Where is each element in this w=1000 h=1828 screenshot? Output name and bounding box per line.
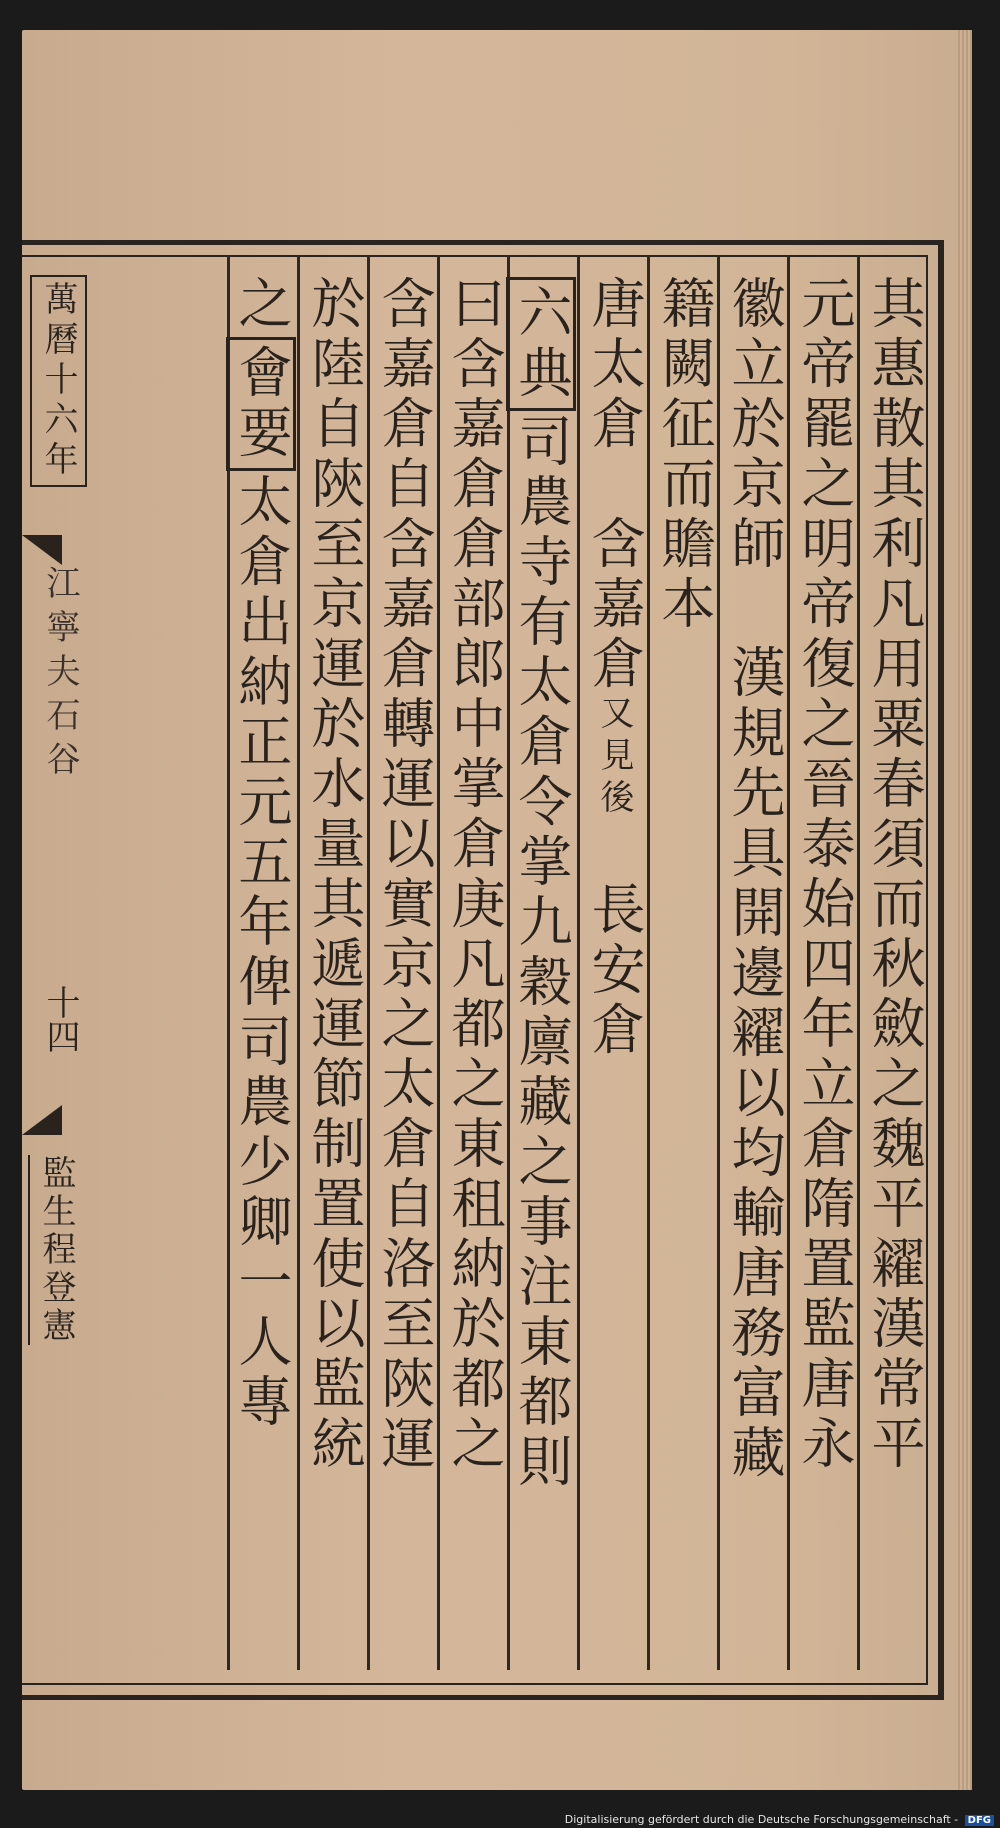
text-column: [722, 275, 786, 1484]
text-segment: 籍闕征而贍本: [653, 275, 716, 635]
text-segment: 魏平糴漢常平: [863, 1115, 926, 1475]
interlinear-note: 又見後: [594, 695, 634, 821]
boxed-source-label: 六典: [506, 277, 576, 411]
text-segment: 含嘉倉自含嘉倉轉運以實京之太倉自洛至陝運: [373, 275, 436, 1475]
margin-title: 萬曆十六年: [30, 275, 87, 487]
column-rule: [857, 255, 860, 1670]
text-segment: 長安倉: [583, 821, 646, 1061]
dfg-logo: DFG: [965, 1815, 994, 1826]
text-segment: 元帝罷之明帝復之晉泰始四年立倉隋置監唐永: [793, 275, 856, 1475]
text-column: [652, 275, 716, 635]
margin-subtitle: 江寧夫石谷: [40, 565, 80, 785]
credit-text: Digitalisierung gefördert durch die Deutsche Forschungsgemeinschaft -: [564, 1813, 959, 1826]
column-rule: [367, 255, 370, 1670]
text-segment: 之: [230, 275, 293, 335]
block-heart-margin: [22, 245, 86, 1695]
boxed-source-label: 會要: [226, 337, 296, 471]
text-segment: 徽立於京師 漢規先具開邊糴以均輸唐務富藏: [723, 275, 786, 1484]
column-rule: [437, 255, 440, 1670]
column-rule: [297, 255, 300, 1670]
text-column: [512, 275, 576, 1493]
text-column: [862, 275, 926, 1475]
column-rule: [647, 255, 650, 1670]
text-column: [792, 275, 856, 1475]
page-edge-stack: [958, 30, 972, 1790]
fish-tail-bottom-icon: [22, 1105, 62, 1135]
column-rule: [717, 255, 720, 1670]
column-rule: [787, 255, 790, 1670]
text-segment: 太倉出納正元五年俾司農少卿一人專: [230, 473, 293, 1433]
text-segment: 曰含嘉倉倉部郎中掌倉庚凡都之東租納於都之: [443, 275, 506, 1475]
text-segment: 唐太倉: [583, 275, 646, 455]
margin-carver-name: 監生程登憲: [28, 1155, 81, 1345]
book-page: [22, 30, 972, 1790]
text-column: [442, 275, 506, 1475]
text-column: [372, 275, 436, 1475]
margin-page-number: 十四: [40, 985, 80, 1053]
digitization-credit: [565, 1813, 994, 1826]
text-column: [232, 275, 296, 1433]
text-column: [302, 275, 366, 1475]
text-segment: 含嘉倉: [583, 455, 646, 695]
text-segment: 其惠散其利凡用粟春須而秋斂之: [863, 275, 926, 1115]
fish-tail-top-icon: [22, 535, 62, 565]
text-segment: 於陸自陝至京運於水量其遞運節制置使以監統: [303, 275, 366, 1475]
text-column: [582, 275, 646, 1061]
text-segment: 司農寺有太倉令掌九穀廪藏之事注東都則: [510, 413, 573, 1493]
column-rule: [577, 255, 580, 1670]
